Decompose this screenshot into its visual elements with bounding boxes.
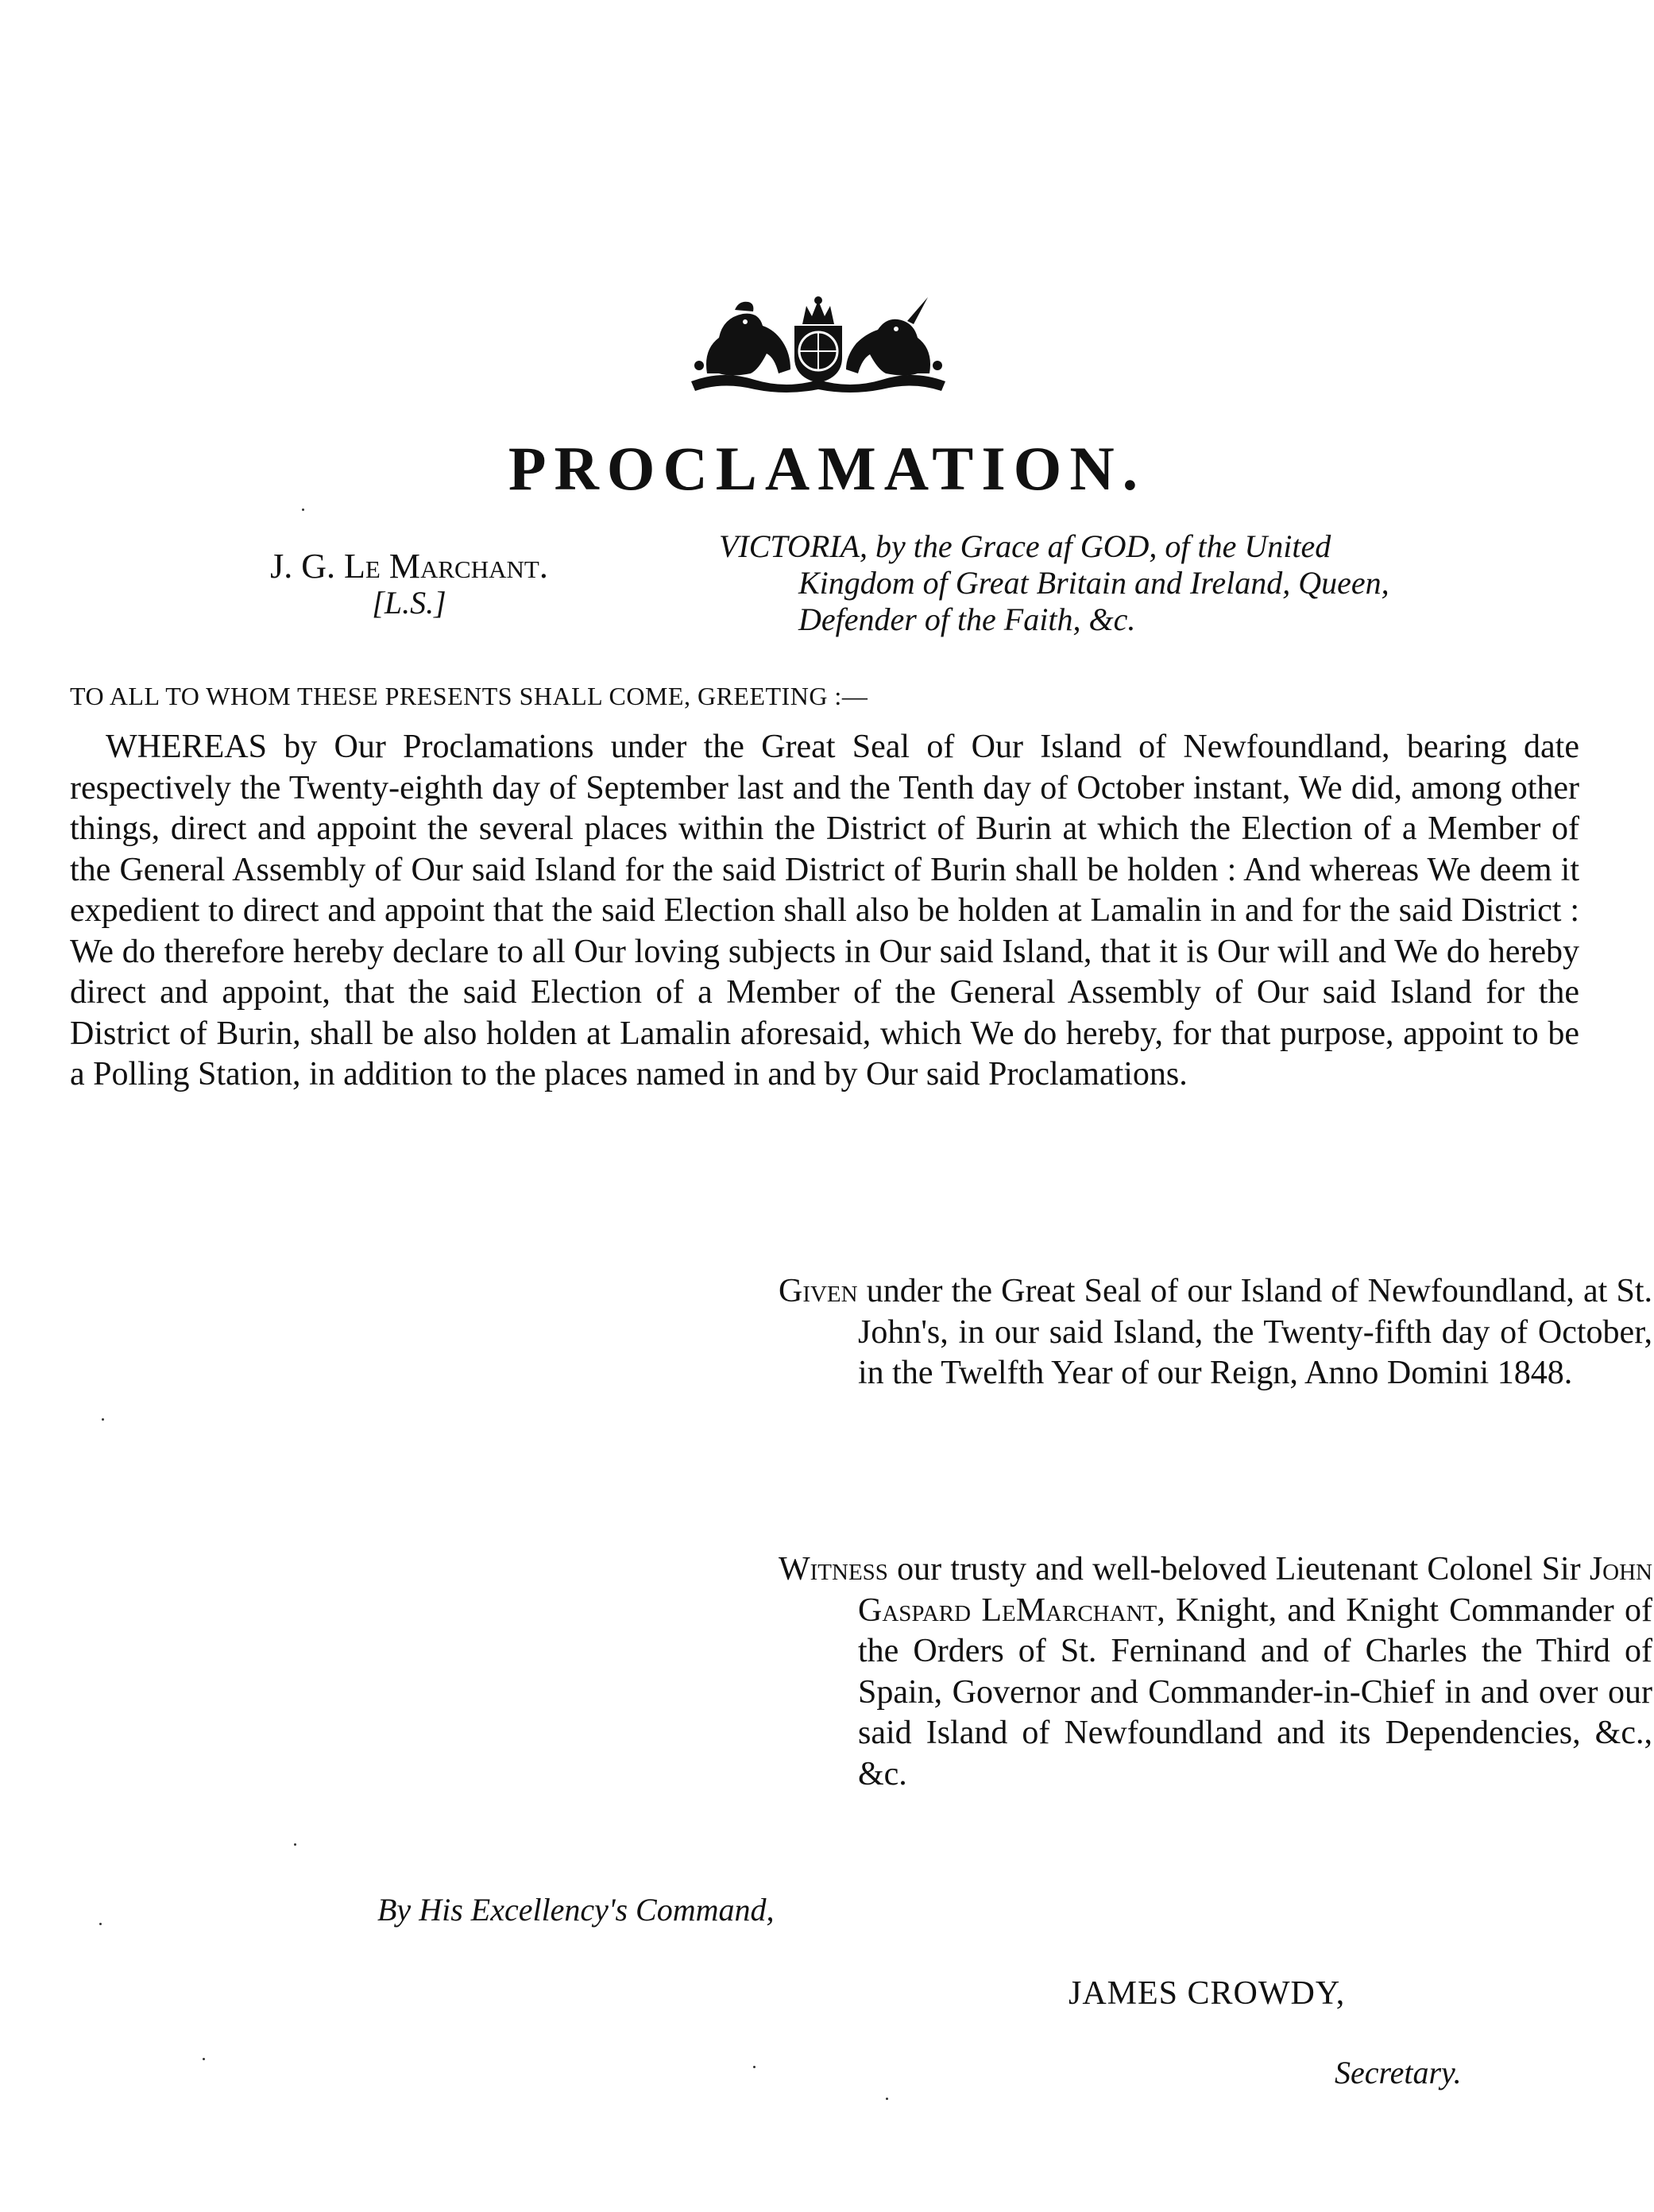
print-speck: [294, 1843, 296, 1846]
royal-coat-of-arms-icon: [675, 294, 961, 397]
print-speck: [102, 1418, 104, 1421]
witness-text-before: our trusty and well-beloved Lieutenant Colonel Sir: [887, 1551, 1590, 1587]
greeting-line: TO ALL TO WHOM THESE PRESENTS SHALL COME, GREETING :—: [70, 682, 868, 710]
given-lead: Given: [779, 1273, 858, 1309]
print-speck: [203, 2058, 205, 2060]
print-speck: [753, 2066, 756, 2068]
print-speck: [99, 1923, 102, 1925]
given-clause: [779, 1271, 1652, 1394]
page-title: PROCLAMATION.: [508, 434, 1146, 503]
proclamation-body: WHEREAS by Our Proclamations under the Great Seal of Our Island of Newfoundland, bearing date respectively the Twenty-eighth day of September last and the Tenth day of October instant, We did, among other things, direct and appoint the several places within the District of Burin at which the Election of a Member of the General Assembly of Our said Island for the said District of Burin shall be holden : And whereas We deem it expedient to direct and appoint that the said Election shall also be holden at Lamalin in and for the said District : We do therefore hereby declare to all Our loving subjects in Our said Island, that it is Our will and We do hereby direct and appoint, that the said Election of a Member of the General Assembly of Our said Island for the District of Burin, shall be also holden at Lamalin aforesaid, which We do hereby, for that purpose, appoint to be a Polling Station, in addition to the places named in and by Our said Proclamations.: [70, 729, 1579, 1092]
secretary-name: JAMES CROWDY,: [1069, 1975, 1346, 2012]
witness-lead: Witness: [779, 1551, 888, 1587]
witness-clause: [779, 1549, 1652, 1795]
witness-name: John Gaspard LeMarchant: [858, 1551, 1652, 1629]
given-text: under the Great Seal of our Island of Newfoundland, at St. John's, in our said Island, the Twenty-fifth day of October, in the Twelfth Year of our Reign, Anno Domini 1848.: [857, 1273, 1652, 1391]
secretary-title: Secretary.: [1335, 2055, 1462, 2090]
royal-style-line: Defender of the Faith, &c.: [798, 601, 1136, 637]
royal-style: [719, 528, 1585, 638]
print-speck: [302, 509, 304, 511]
royal-style-line: VICTORIA, by the Grace af GOD, of the United: [719, 528, 1331, 564]
signature-block: [218, 548, 600, 621]
seal-mark: [L.S.]: [372, 585, 446, 621]
governor-name: J. G. Le Marchant.: [270, 547, 548, 586]
witness-text-after: , Knight, and Knight Commander of the Orders of St. Ferninand and of Charles the Third of Spain, Governor and Commander-in-Chief in and over our said Island of Newfoundland and its Dependencies, &c., &c.: [858, 1591, 1653, 1792]
royal-style-line: Kingdom of Great Britain and Ireland, Queen,: [798, 565, 1389, 601]
command-line: By His Excellency's Command,: [377, 1892, 775, 1928]
print-speck: [886, 2098, 888, 2100]
